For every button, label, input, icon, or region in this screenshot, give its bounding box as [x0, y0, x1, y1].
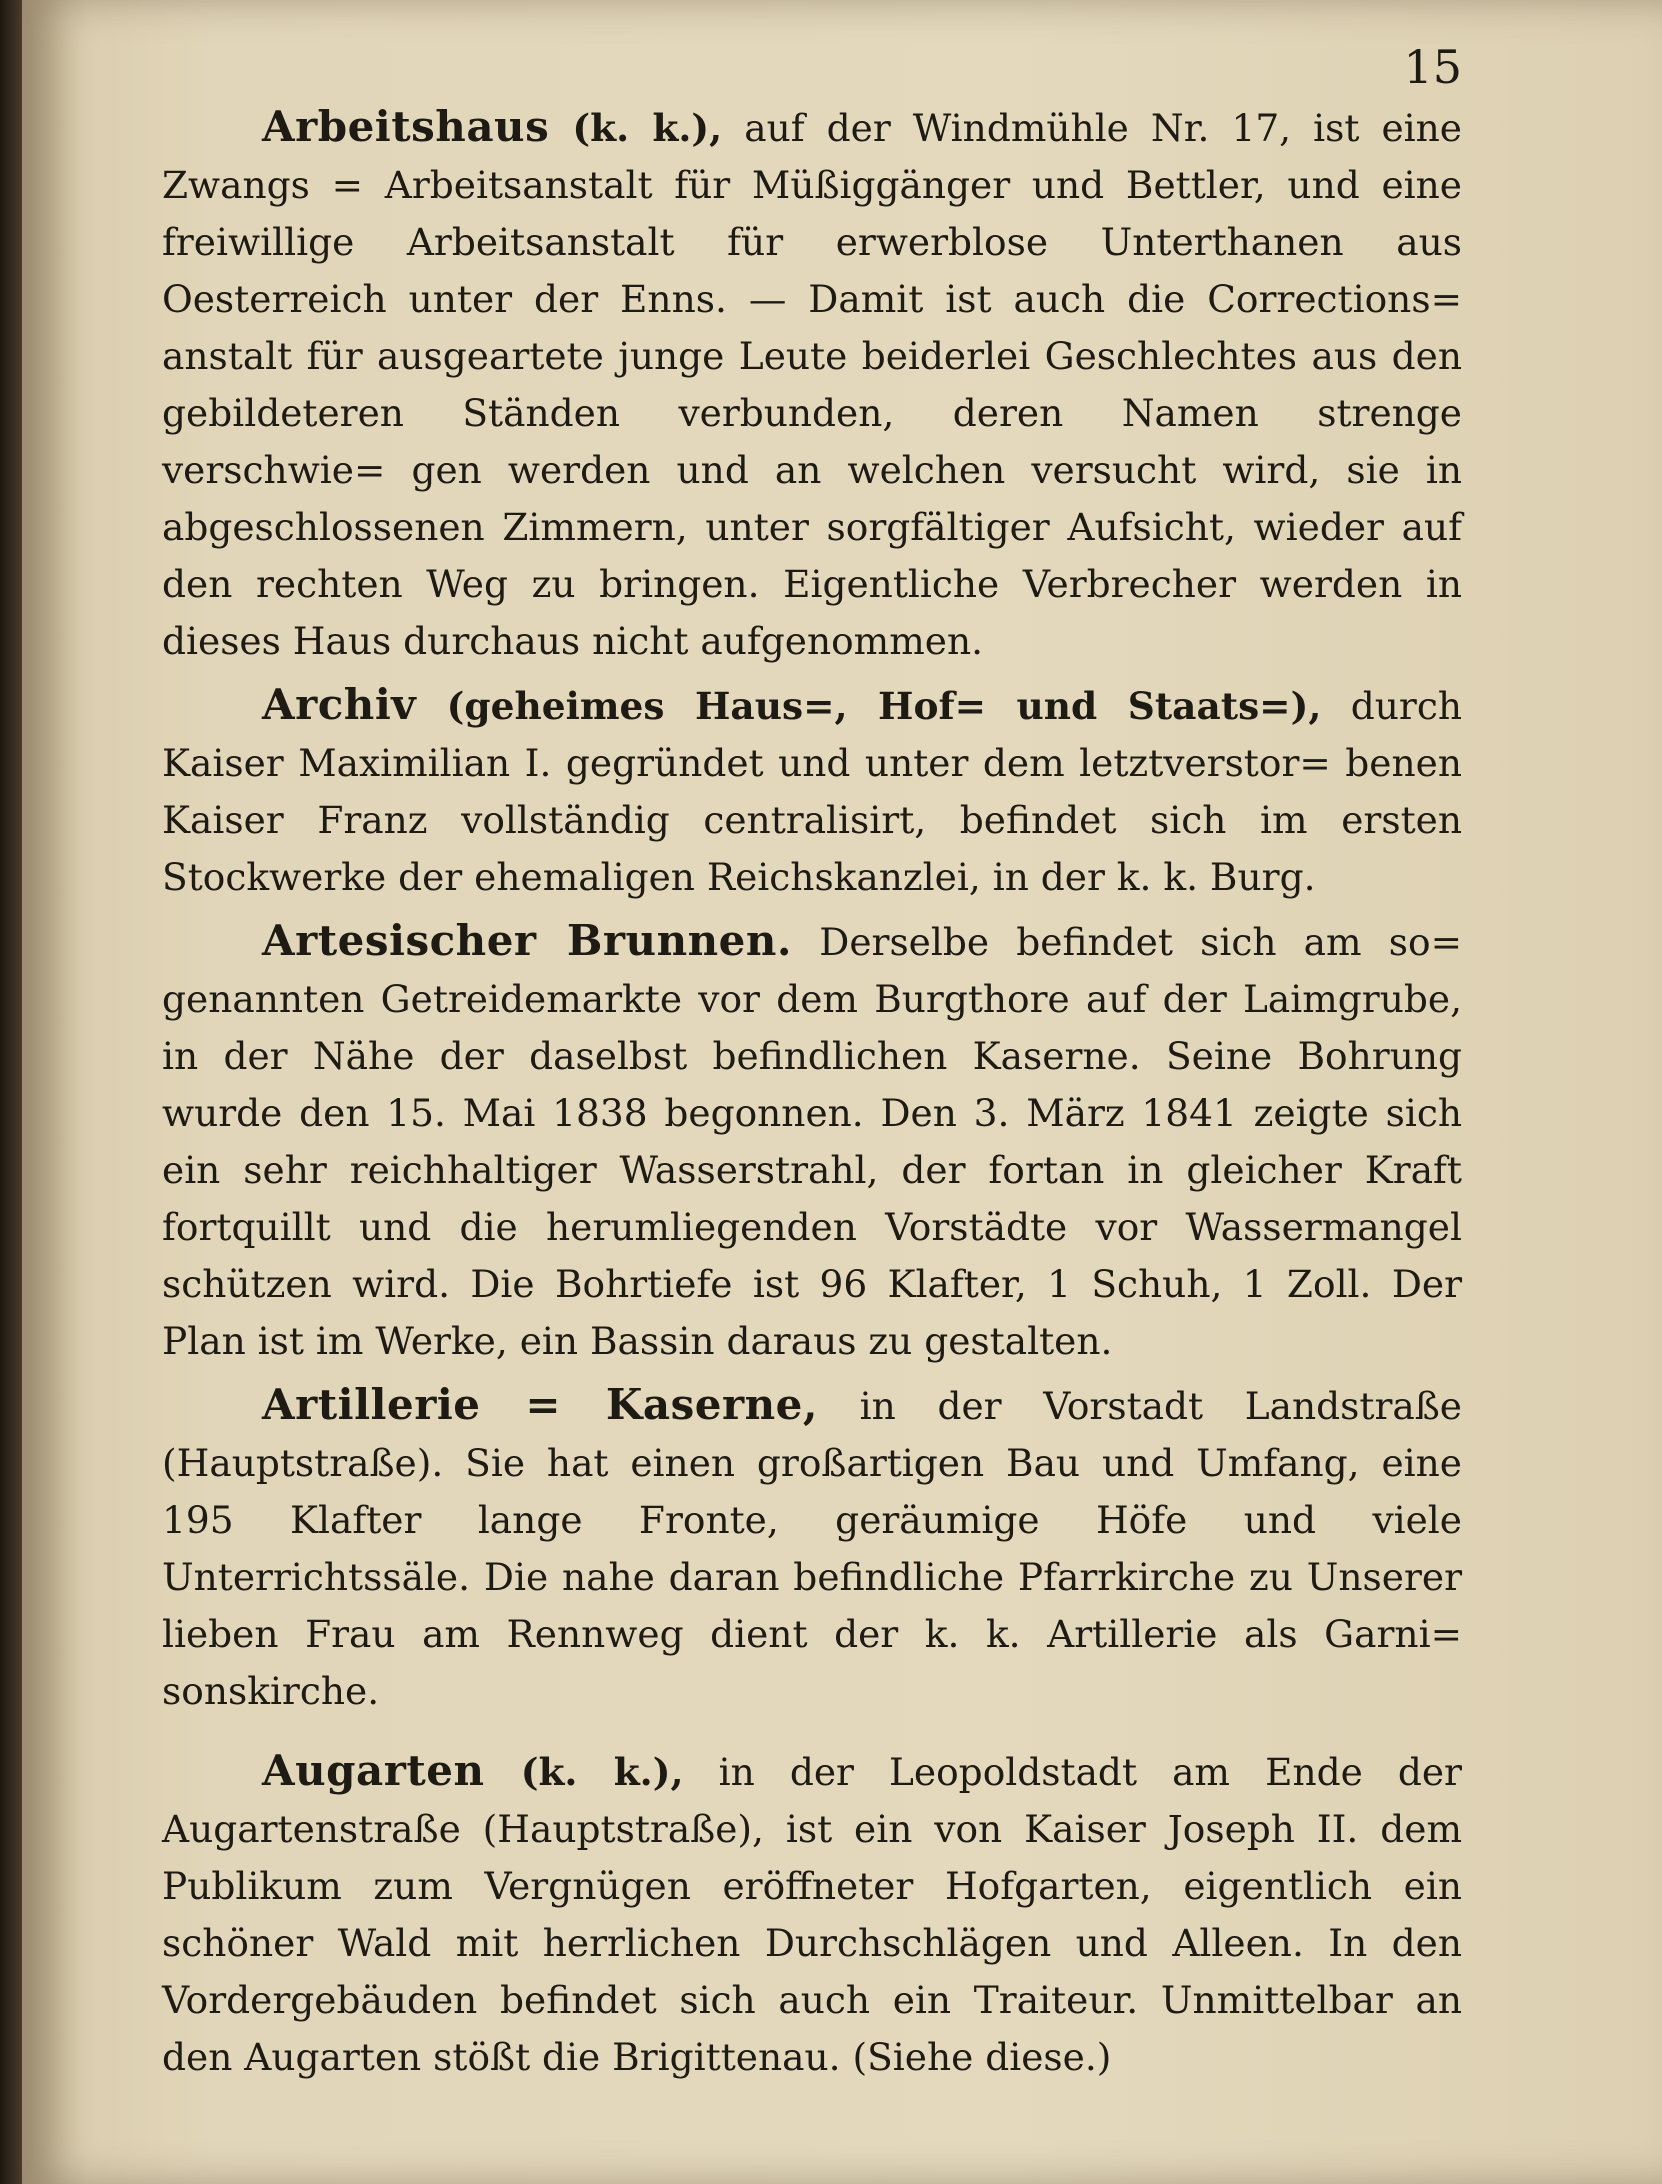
entry-body: durch Kaiser Maximilian I. gegründet und unter dem letztverstor= benen Kaiser Franz vollständig centralisirt, befindet sich im ersten Stockwerke der ehemaligen Reichskanzlei, in der k. k. Burg.: [162, 684, 1462, 899]
entry-body: auf der Windmühle Nr. 17, ist eine Zwangs = Arbeitsanstalt für Müßiggänger und Bettler, und eine freiwillige Arbeitsanstalt für erwerblose Unterthanen aus Oesterreich unter der Enns. — Damit ist auch die Corrections= anstalt für ausgeartete junge Leute beiderlei Geschlechtes aus den gebildeteren Ständen verbunden, deren Namen strenge verschwie= gen werden und an welchen versucht wird, sie in abgeschlossenen Zimmern, unter sorgfältiger Aufsicht, wieder auf den rechten Weg zu bringen. Eigentliche Verbrecher werden in dieses Haus durchaus nicht aufgenommen.: [162, 106, 1462, 663]
entry-arbeitshaus: [162, 98, 1462, 670]
headword: Augarten: [262, 1746, 485, 1795]
headword: Archiv: [262, 680, 417, 729]
entry-artillerie-kaserne: [162, 1376, 1462, 1720]
headword-qualifier: (k. k.),: [484, 1750, 684, 1794]
headword: Arbeitshaus: [262, 102, 550, 151]
page-text: [162, 98, 1462, 2086]
entry-body: in der Leopoldstadt am Ende der Augartenstraße (Hauptstraße), ist ein von Kaiser Joseph II. dem Publikum zum Vergnügen eröffneter Hofgarten, eigentlich ein schöner Wald mit herrlichen Durchschlägen und Alleen. In den Vordergebäuden befindet sich auch ein Traiteur. Unmittelbar an den Augarten stößt die Brigittenau. (Siehe diese.): [162, 1750, 1462, 2079]
book-binding: [0, 0, 22, 2184]
headword: Artesischer Brunnen.: [262, 916, 793, 965]
headword-qualifier: (geheimes Haus=, Hof= und Staats=),: [416, 684, 1322, 728]
entry-body: Derselbe befindet sich am so= genannten Getreidemarkte vor dem Burgthore auf der Laimgrube, in der Nähe der daselbst befindlichen Kaserne. Seine Bohrung wurde den 15. Mai 1838 begonnen. Den 3. März 1841 zeigte sich ein sehr reichhaltiger Wasserstrahl, der fortan in gleicher Kraft fortquillt und die herumliegenden Vorstädte vor Wassermangel schützen wird. Die Bohrtiefe ist 96 Klafter, 1 Schuh, 1 Zoll. Der Plan ist im Werke, ein Bassin daraus zu gestalten.: [162, 920, 1463, 1363]
entry-artesischer-brunnen: [162, 912, 1462, 1370]
page-number: 15: [1403, 40, 1462, 94]
book-page: [22, 0, 1662, 2184]
headword-qualifier: (k. k.),: [549, 106, 723, 150]
entry-body: in der Vorstadt Landstraße (Hauptstraße). Sie hat einen großartigen Bau und Umfang, eine 195 Klafter lange Fronte, geräumige Höfe und viele Unterrichtssäle. Die nahe daran befindliche Pfarrkirche zu Unserer lieben Frau am Rennweg dient der k. k. Artillerie als Garni= sonskirche.: [162, 1384, 1462, 1713]
headword: Artillerie = Kaserne,: [262, 1380, 818, 1429]
entry-augarten: [162, 1742, 1462, 2086]
entry-archiv: [162, 676, 1462, 906]
